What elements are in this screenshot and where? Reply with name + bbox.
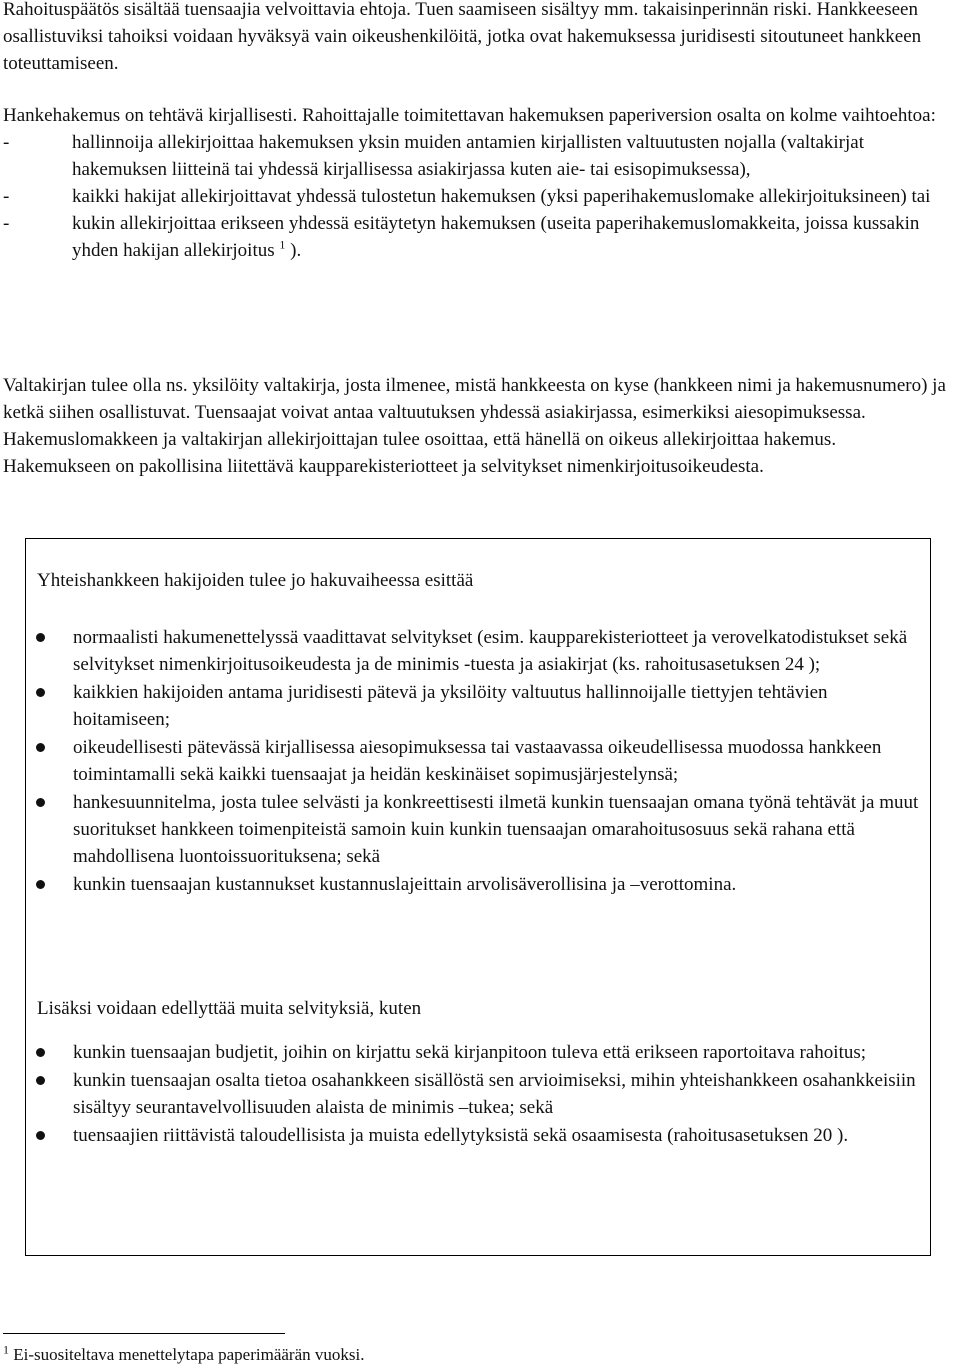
signing-options-list (3, 129, 948, 264)
footnote-divider (3, 1333, 285, 1334)
list-item (26, 679, 922, 733)
dash-marker: - (3, 213, 10, 234)
signing-option-text: kukin allekirjoittaa erikseen yhdessä esitäytetyn hakemuksen (useita paperihakemuslomakkeita, joissa kussakin yhden hakijan allekirjoitus (72, 213, 920, 261)
bullet-icon (36, 1131, 45, 1140)
bullet-icon (36, 633, 45, 642)
list-item-text: kunkin tuensaajan kustannukset kustannuslajeittain arvolisäverollisina ja –verottomina. (73, 874, 737, 895)
application-paragraph (3, 102, 948, 264)
bullet-icon (36, 798, 45, 807)
list-item-text: tuensaajien riittävistä taloudellisista ja muista edellytyksistä sekä osaamisesta (rahoitusasetuksen 20 ). (73, 1125, 849, 1146)
bullet-icon (36, 880, 45, 889)
list-item (26, 1067, 922, 1121)
footnote (3, 1343, 903, 1367)
bullet-icon (36, 743, 45, 752)
list-item-text: kaikkien hakijoiden antama juridisesti pätevä ja yksilöity valtuutus hallinnoijalle tiettyjen tehtävien hoitamiseen; (73, 682, 828, 730)
power-of-attorney-paragraph: Valtakirjan tulee olla ns. yksilöity valtakirja, josta ilmenee, mistä hankkeesta on kyse (hankkeen nimi ja hakemusnumero) ja ketkä siihen osallistuvat. Tuensaajat voivat antaa valtuutuksen yhdessä asiakirjassa, esimerkiksi aiesopimuksessa. Hakemuslomakkeen ja valtakirjan allekirjoittajan tulee osoittaa, että hänellä on oikeus allekirjoittaa hakemus. Hakemukseen on pakollisina liitettävä kaupparekisteriotteet ja selvitykset nimenkirjoitusoikeudesta. (3, 375, 946, 477)
list-item (26, 1039, 922, 1066)
bullet-icon (36, 1076, 45, 1085)
list-item-text: hankesuunnitelma, josta tulee selvästi ja konkreettisesti ilmetä kunkin tuensaajan omana työnä tehtävät ja muut suoritukset hankkeen toimenpiteistä samoin kuin kunkin tuensaajan omarahoitusosuus sekä rahana että mahdollisena luontoissuorituksena; sekä (73, 792, 919, 867)
signing-option-text: hallinnoija allekirjoittaa hakemuksen yksin muiden antamien kirjallisten valtuutusten nojalla (valtakirjat hakemuksen liitteinä tai yhdessä kirjallisessa asiakirjassa kuten aie- tai esisopimuksessa), (72, 132, 864, 180)
joint-project-requirements-box (25, 538, 931, 1256)
signing-option-end: ). (290, 240, 302, 261)
list-item (26, 1122, 922, 1149)
list-item (26, 734, 922, 788)
list-item (26, 789, 922, 870)
list-item-text: kunkin tuensaajan osalta tietoa osahankkeen sisällöstä sen arvioimiseksi, mihin yhteishankkeen osahankkeisiin sisältyy seurantavelvollisuuden alaista de minimis –tukea; sekä (73, 1070, 916, 1118)
dash-marker: - (3, 132, 10, 153)
intro-paragraph: Rahoituspäätös sisältää tuensaajia velvoittavia ehtoja. Tuen saamiseen sisältyy mm. takaisinperinnän riski. Hankkeeseen osallistuviksi tahoiksi voidaan hyväksyä vain oikeushenkilöitä, jotka ovat hakemuksessa juridisesti sitoutuneet hankkeen toteuttamiseen. (3, 0, 922, 74)
bullet-icon (36, 688, 45, 697)
list-item (26, 871, 922, 898)
footnote-reference: 1 (279, 237, 286, 252)
dash-marker: - (3, 186, 10, 207)
required-documents-list (26, 624, 922, 899)
bullet-icon (36, 1048, 45, 1057)
additional-documents-list (26, 1039, 922, 1150)
application-text: Hankehakemus on tehtävä kirjallisesti. Rahoittajalle toimitettavan hakemuksen paperiversion osalta on kolme vaihtoehtoa: (3, 105, 936, 126)
signing-option-3 (3, 210, 948, 264)
requirements-heading: Yhteishankkeen hakijoiden tulee jo hakuvaiheessa esittää (37, 570, 474, 591)
list-item-text: kunkin tuensaajan budjetit, joihin on kirjattu sekä kirjanpitoon tuleva että erikseen raportoitava rahoitus; (73, 1042, 867, 1063)
signing-option-1 (3, 129, 948, 183)
signing-option-2 (3, 183, 948, 210)
list-item-text: oikeudellisesti pätevässä kirjallisessa aiesopimuksessa tai vastaavassa oikeudellisessa muodossa hankkeen toimintamalli sekä kaikki tuensaajat ja heidän keskinäiset sopimusjärjestelynsä; (73, 737, 882, 785)
footnote-number: 1 (3, 1342, 9, 1357)
footnote-text: Ei-suositeltava menettelytapa paperimäärän vuoksi. (13, 1345, 365, 1364)
signing-option-text: kaikki hakijat allekirjoittavat yhdessä tulostetun hakemuksen (yksi paperihakemuslomake allekirjoituksineen) tai (72, 186, 931, 207)
additional-heading: Lisäksi voidaan edellyttää muita selvityksiä, kuten (37, 998, 422, 1019)
list-item (26, 624, 922, 678)
list-item-text: normaalisti hakumenettelyssä vaadittavat selvitykset (esim. kaupparekisteriotteet ja verovelkatodistukset sekä selvitykset nimenkirjoitusoikeudesta ja de minimis -tuesta ja asiakirjat (ks. rahoitusasetuksen 24 ); (73, 627, 908, 675)
